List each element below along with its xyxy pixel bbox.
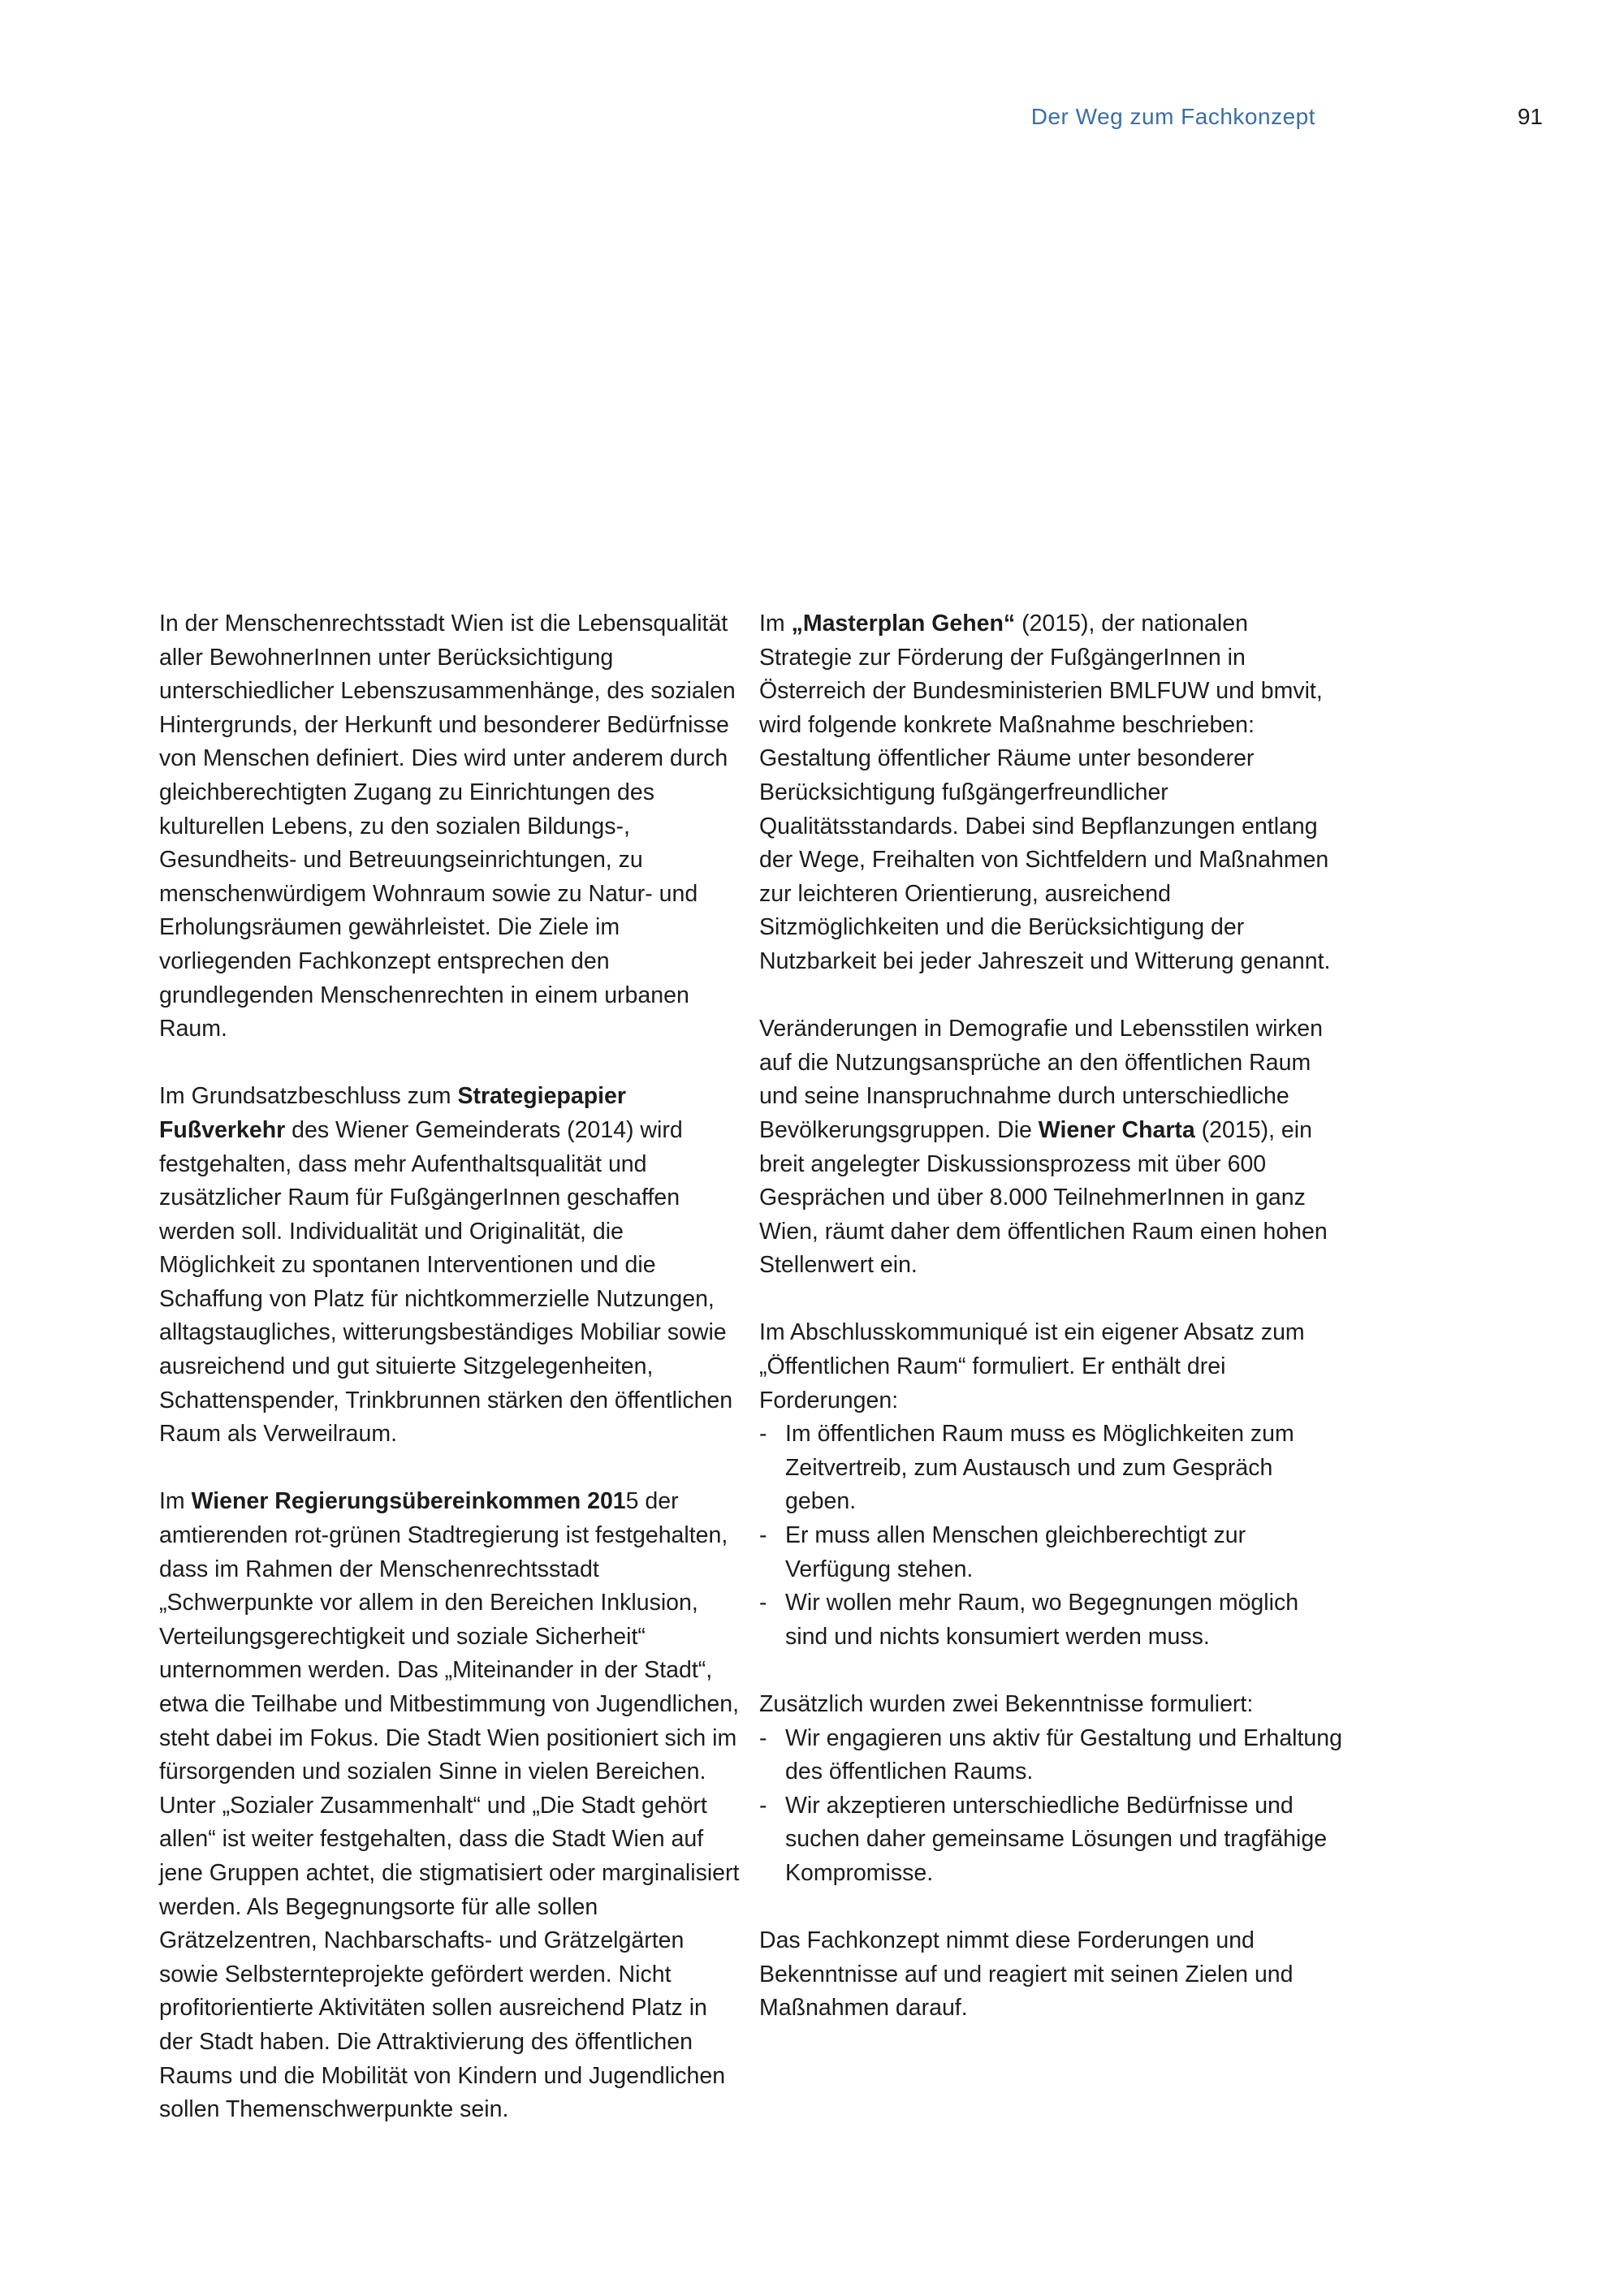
text-run: (2015), ein breit angelegter Diskussionsprozess mit über 600 Gesprächen und über 8.000 TeilnehmerInnen in ganz Wien, räumt daher dem öffentlichen Raum einen hohen Stellenwert ein. — [759, 1116, 1328, 1279]
text-run: Im — [159, 1488, 192, 1515]
dash-bullet: - — [759, 1522, 767, 1549]
dash-bullet: - — [759, 1724, 767, 1751]
right-column — [759, 607, 1344, 2060]
text-run: des Wiener Gemeinderats (2014) wird festgehalten, dass mehr Aufenthaltsqualität und zusätzlicher Raum für FußgängerInnen geschaffen werden soll. Individualität und Originalität, die Möglichkeit zu spontanen Interventionen und die Schaffung von Platz für nichtkommerzielle Nutzungen, alltagstaugliches, witterungsbeständiges Mobiliar sowie ausreichend und gut situierte Sitzgelegenheiten, Schattenspender, Trinkbrunnen stärken den öffentlichen Raum als Verweilraum. — [159, 1116, 733, 1448]
paragraph-communique-intro: Im Abschlusskommuniqué ist ein eigener Absatz zum „Öffentlichen Raum“ formuliert. Er enthält drei Forderungen: — [759, 1319, 1305, 1413]
commitments-list — [759, 1722, 1344, 1891]
paragraph-human-rights-city: In der Menschenrechtsstadt Wien ist die Lebensqualität aller BewohnerInnen unter Berücksichtigung unterschiedlicher Lebenszusammenhänge, des sozialen Hintergrunds, der Herkunft und besonderer Bedürfnisse von Menschen definiert. Dies wird unter anderem durch gleichberechtigten Zugang zu Einrichtungen des kulturellen Lebens, zu den sozialen Bildungs-, Gesundheits- und Betreuungseinrichtungen, zu menschenwürdigem Wohnraum sowie zu Natur- und Erholungsräumen gewährleistet. Die Ziele im vorliegenden Fachkonzept entsprechen den grundlegenden Menschenrechten in einem urbanen Raum. — [159, 611, 736, 1042]
text-run: (2015), der nationalen Strategie zur Förderung der FußgängerInnen in Österreich der Bundesministerien BMLFUW und bmvit, wird folgende konkrete Maßnahme beschrieben: Gestaltung öffentlicher Räume unter besonderer Berücksichtigung fußgängerfreundlicher Qualitätsstandards. Dabei sind Bepflanzungen entlang der Wege, Freihalten von Sichtfeldern und Maßnahmen zur leichteren Orientierung, ausreichend Sitzmöglichkeiten und die Berücksichtigung der Nutzbarkeit bei jeder Jahreszeit und Witterung genannt. — [759, 611, 1331, 974]
bold-term-wiener-charta: Wiener Charta — [1038, 1116, 1195, 1143]
list-item — [759, 1586, 1344, 1654]
paragraph-government-agreement — [159, 1485, 744, 2126]
list-item — [759, 1418, 1344, 1519]
list-item-text: Wir engagieren uns aktiv für Gestaltung und Erhaltung des öffentlichen Raums. — [785, 1724, 1342, 1785]
left-column — [159, 607, 744, 2160]
list-item-text: Er muss allen Menschen gleichberechtigt zur Verfügung stehen. — [785, 1522, 1246, 1582]
paragraph-conclusion: Das Fachkonzept nimmt diese Forderungen und Bekenntnisse auf und reagiert mit seinen Zielen und Maßnahmen darauf. — [759, 1927, 1294, 2022]
list-item-text: Im öffentlichen Raum muss es Möglichkeiten zum Zeitvertreib, zum Austausch und zum Gespräch geben. — [785, 1421, 1294, 1515]
dash-bullet: - — [759, 1421, 767, 1448]
list-item — [759, 1722, 1344, 1789]
bold-term-government-agreement: Wiener Regierungsübereinkommen 201 — [191, 1488, 626, 1515]
demands-list — [759, 1418, 1344, 1654]
bold-term-masterplan: „Masterplan Gehen“ — [791, 611, 1016, 637]
list-item — [759, 1789, 1344, 1891]
text-run: Im Grundsatzbeschluss zum — [159, 1083, 458, 1110]
text-run: 5 der amtierenden rot-grünen Stadtregierung ist festgehalten, dass im Rahmen der Menschenrechtsstadt „Schwerpunkte vor allem in den Bereichen Inklusion, Verteilungsgerechtigkeit und soziale Sicherheit“ unternommen werden. Das „Miteinander in der Stadt“, etwa die Teilhabe und Mitbestimmung von Jugendlichen, steht dabei im Fokus. Die Stadt Wien positioniert sich im fürsorgenden und sozialen Sinne in vielen Bereichen. Unter „Sozialer Zusammenhalt“ und „Die Stadt gehört allen“ ist weiter festgehalten, dass die Stadt Wien auf jene Gruppen achtet, die stigmatisiert oder marginalisiert werden. Als Begegnungsorte für alle sollen Grätzelzentren, Nachbarschafts- und Grätzelgärten sowie Selbsternteprojekte gefördert werden. Nicht profitorientierte Aktivitäten sollen ausreichend Platz in der Stadt haben. Die Attraktivierung des öffentlichen Raums und die Mobilität von Kindern und Jugendlichen sollen Themenschwerpunkte sein. — [159, 1488, 740, 2123]
text-run: Im — [759, 611, 792, 637]
list-item-text: Wir akzeptieren unterschiedliche Bedürfnisse und suchen daher gemeinsame Lösungen und tragfähige Kompromisse. — [785, 1792, 1328, 1886]
paragraph-masterplan — [759, 607, 1344, 979]
paragraph-commitments-intro: Zusätzlich wurden zwei Bekenntnisse formuliert: — [759, 1691, 1254, 1717]
paragraph-strategy-paper — [159, 1080, 744, 1452]
bold-term-strategy-paper: Strategiepapier Fußverkehr — [159, 1083, 626, 1143]
list-item — [759, 1519, 1344, 1586]
paragraph-wiener-charta — [759, 1012, 1344, 1283]
text-run: Veränderungen in Demografie und Lebensstilen wirken auf die Nutzungsansprüche an den öffentlichen Raum und seine Inanspruchnahme durch unterschiedliche Bevölkerungsgruppen. Die — [759, 1016, 1323, 1143]
dash-bullet: - — [759, 1590, 767, 1616]
dash-bullet: - — [759, 1792, 767, 1819]
page-number: 91 — [1517, 104, 1543, 129]
list-item-text: Wir wollen mehr Raum, wo Begegnungen möglich sind und nichts konsumiert werden muss. — [785, 1590, 1299, 1650]
running-head-title: Der Weg zum Fachkonzept — [1030, 104, 1315, 129]
